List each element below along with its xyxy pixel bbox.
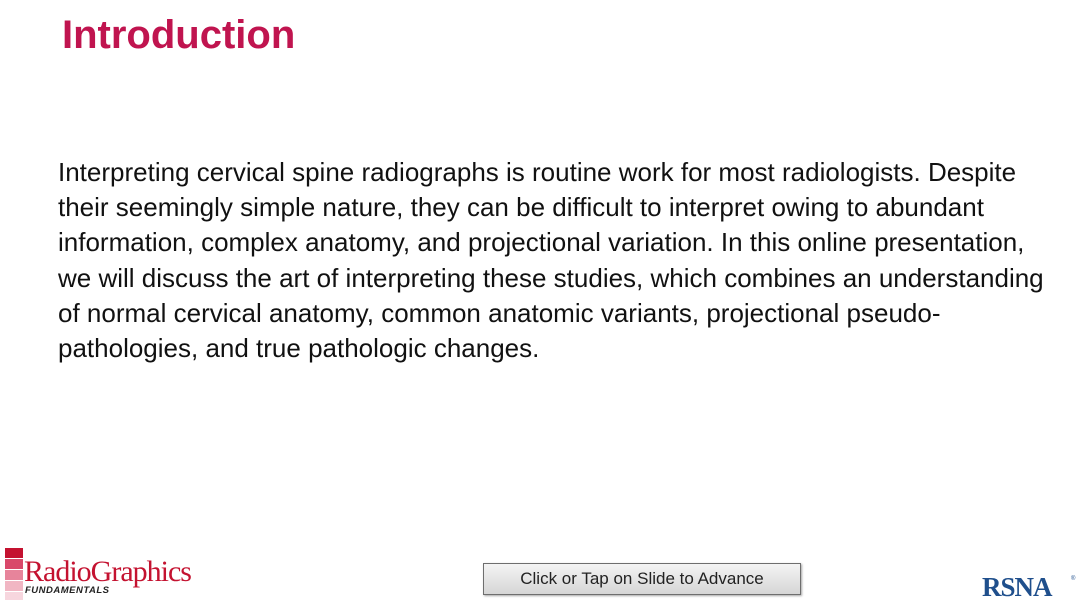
radiographics-logo-squares [5, 548, 25, 600]
advance-slide-button[interactable]: Click or Tap on Slide to Advance [483, 563, 801, 595]
rsna-wordmark: RSNA [982, 572, 1052, 602]
radiographics-logo [5, 548, 225, 600]
logo-square-4 [5, 581, 23, 591]
registered-mark: ® [1071, 576, 1076, 582]
slide-body-text: Interpreting cervical spine radiographs is routine work for most radiologists. Despite their seemingly simple nature, they can be difficult to interpret owing to abundant information, complex anatomy, and projectional variation. In this online presentation, we will discuss the art of interpreting these studies, which combines an understanding of normal cervical anatomy, common anatomic variants, projectional pseudo-pathologies, and true pathologic changes. [58, 157, 1044, 364]
slide-title: Introduction [62, 13, 296, 57]
logo-square-5 [5, 592, 23, 600]
logo-square-3 [5, 570, 23, 580]
logo-square-2 [5, 559, 23, 569]
logo-square-1 [5, 548, 23, 558]
radiographics-wordmark: RadioGraphics [24, 555, 191, 588]
rsna-logo [982, 570, 1078, 604]
radiographics-subtitle: FUNDAMENTALS [25, 585, 110, 596]
